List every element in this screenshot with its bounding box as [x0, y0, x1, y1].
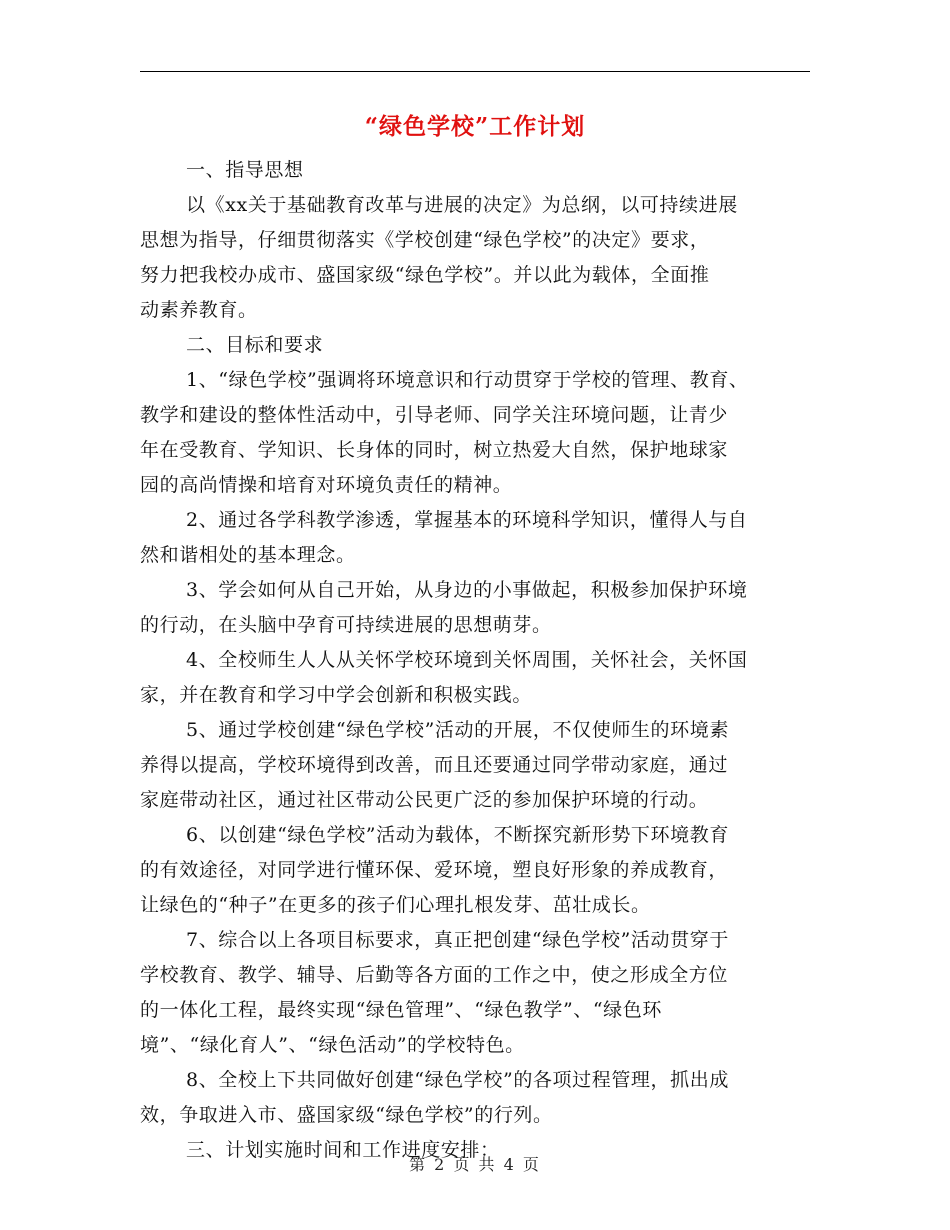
text-line: 的一体化工程，最终实现“绿色管理”、“绿色教学”、“绿色环: [140, 999, 662, 1021]
text-line: 2、通过各学科教学渗透，掌握基本的环境科学知识，懂得人与自: [186, 509, 748, 531]
text-line: 思想为指导，仔细贯彻落实《学校创建“绿色学校”的决定》要求，: [140, 229, 710, 251]
document-body: [140, 153, 820, 1168]
text-line: 二、目标和要求: [186, 334, 324, 356]
text-line: 1、“绿色学校”强调将环境意识和行动贯穿于学校的管理、教育、: [186, 369, 749, 391]
text-line: 5、通过学校创建“绿色学校”活动的开展，不仅使师生的环境素: [186, 719, 729, 741]
text-line: 动素养教育。: [140, 299, 258, 321]
text-line: 家庭带动社区，通过社区带动公民更广泛的参加保护环境的行动。: [140, 789, 709, 811]
text-line: 6、以创建“绿色学校”活动为载体，不断探究新形势下环境教育: [186, 824, 729, 846]
text-line: 效，争取进入市、盛国家级“绿色学校”的行列。: [140, 1104, 553, 1126]
text-line: 养得以提高，学校环境得到改善，而且还要通过同学带动家庭，通过: [140, 754, 729, 776]
text-line: 年在受教育、学知识、长身体的同时，树立热爱大自然，保护地球家: [140, 439, 729, 461]
text-line: 3、学会如何从自己开始，从身边的小事做起，积极参加保护环境: [186, 579, 748, 601]
text-line: 7、综合以上各项目标要求，真正把创建“绿色学校”活动贯穿于: [186, 929, 729, 951]
text-line: 8、全校上下共同做好创建“绿色学校”的各项过程管理，抓出成: [186, 1069, 729, 1091]
header-rule: [140, 71, 810, 72]
text-line: 的行动，在头脑中孕育可持续进展的思想萌芽。: [140, 614, 552, 636]
text-line: 学校教育、教学、辅导、后勤等各方面的工作之中，使之形成全方位: [140, 964, 729, 986]
text-line: 教学和建设的整体性活动中，引导老师、同学关注环境问题，让青少: [140, 404, 729, 426]
document-title: “绿色学校”工作计划: [364, 113, 586, 140]
page-footer: 第 2 页 共 4 页: [409, 1155, 541, 1174]
text-line: 努力把我校办成市、盛国家级“绿色学校”。并以此为载体，全面推: [140, 264, 710, 286]
text-line: 然和谐相处的基本理念。: [140, 544, 356, 566]
text-line: 一、指导思想: [186, 159, 304, 181]
text-line: 三、计划实施时间和工作进度安排：: [186, 1139, 500, 1161]
text-line: 境”、“绿化育人”、“绿色活动”的学校特色。: [140, 1034, 525, 1056]
text-line: 以《xx关于基础教育改革与进展的决定》为总纲，以可持续进展: [186, 194, 738, 216]
text-line: 园的高尚情操和培育对环境负责任的精神。: [140, 474, 513, 496]
text-line: 4、全校师生人人从关怀学校环境到关怀周围，关怀社会，关怀国: [186, 649, 748, 671]
text-line: 让绿色的“种子”在更多的孩子们心理扎根发芽、茁壮成长。: [140, 894, 651, 916]
text-line: 的有效途径，对同学进行懂环保、爱环境，塑良好形象的养成教育，: [140, 859, 729, 881]
text-line: 家，并在教育和学习中学会创新和积极实践。: [140, 684, 533, 706]
